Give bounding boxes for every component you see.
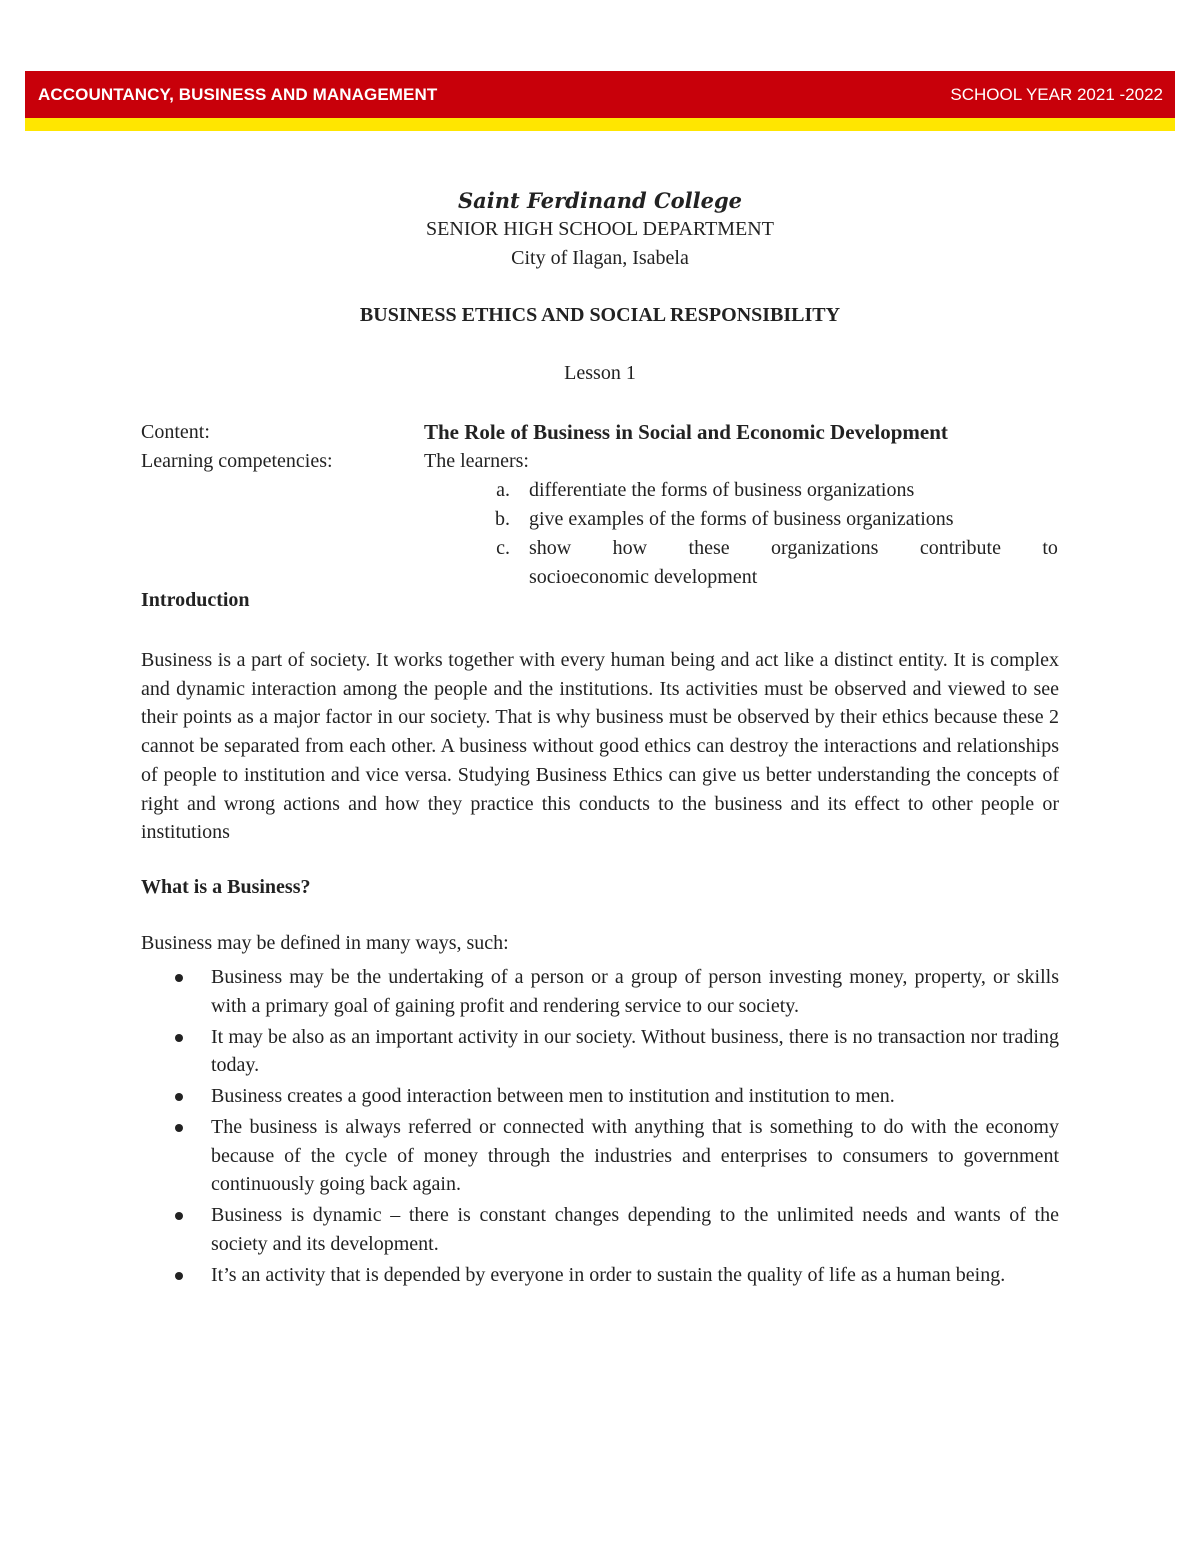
bullet-icon (175, 1212, 183, 1220)
competency-text-continuation: socioeconomic development (529, 566, 758, 588)
business-definition-list (141, 963, 1059, 1292)
bullet-icon (175, 974, 183, 982)
list-item-text: Business is dynamic – there is constant changes depending to the unlimited needs and wants of the society and its development. (211, 1204, 1059, 1255)
competency-item (490, 476, 1058, 505)
what-is-business-heading: What is a Business? (141, 876, 311, 898)
competency-word: these (688, 537, 730, 559)
list-item (141, 1201, 1059, 1258)
content-title: The Role of Business in Social and Economic Development (424, 420, 948, 444)
school-location: City of Ilagan, Isabela (511, 247, 689, 269)
competency-word: to (1042, 537, 1058, 559)
competency-word: how (612, 537, 648, 559)
header-stripe (25, 118, 1175, 131)
competency-text: give examples of the forms of business organizations (529, 508, 954, 530)
list-item (141, 1023, 1059, 1080)
learners-intro: The learners: (424, 450, 529, 472)
competency-word: show (529, 537, 572, 559)
header-school-year: SCHOOL YEAR 2021 -2022 (950, 85, 1163, 104)
competency-word: organizations (771, 537, 879, 559)
list-item (141, 1082, 1059, 1111)
list-item (141, 1261, 1059, 1290)
competency-letter: c. (496, 537, 510, 559)
list-item-text: Business may be the undertaking of a person or a group of person investing money, property, or skills with a primary goal of gaining profit and rendering service to our society. (211, 966, 1059, 1017)
list-item (141, 963, 1059, 1020)
school-name: Saint Ferdinand College (457, 188, 743, 213)
list-item-text: It may be also as an important activity in our society. Without business, there is no transaction nor trading today. (211, 1025, 1059, 1076)
lesson-number: Lesson 1 (564, 362, 636, 384)
learning-competencies-label: Learning competencies: (141, 450, 333, 472)
competency-item (490, 505, 1058, 534)
bullet-icon (175, 1093, 183, 1101)
introduction-paragraph: Business is a part of society. It works together with every human being and act like a distinct entity. It is complex and dynamic interaction among the people and the institutions. Its activities must be observed and viewed to see their points as a major factor in our society. That is why business must be observed by their ethics because these 2 cannot be separated from each other. A business without good ethics can destroy the interactions and relationships of people to institution and vice versa. Studying Business Ethics can give us better understanding the concepts of right and wrong actions and how they practice this conducts to the business and its effect to other people or institutions (141, 649, 1059, 844)
bullet-icon (175, 1124, 183, 1132)
competency-text-line (529, 534, 1058, 563)
list-item-text: It’s an activity that is depended by everyone in order to sustain the quality of life as a human being. (211, 1263, 1006, 1286)
competency-letter: a. (496, 479, 510, 501)
list-item-text: The business is always referred or connected with anything that is something to do with the economy because of the cycle of money through the industries and enterprises to consumers to government continuously going back again. (211, 1116, 1059, 1195)
competency-list (490, 476, 1058, 592)
competency-text: differentiate the forms of business organizations (529, 479, 915, 501)
course-title: BUSINESS ETHICS AND SOCIAL RESPONSIBILITY (359, 304, 841, 326)
list-item (141, 1113, 1059, 1199)
header-strand-title: ACCOUNTANCY, BUSINESS AND MANAGEMENT (38, 85, 438, 104)
bullet-icon (175, 1272, 183, 1280)
competency-word: contribute (919, 537, 1001, 559)
introduction-heading: Introduction (141, 589, 250, 611)
competency-item (490, 534, 1058, 592)
list-item-text: Business creates a good interaction between men to institution and institution to men. (211, 1085, 895, 1107)
content-label: Content: (141, 421, 210, 443)
department-name: SENIOR HIGH SCHOOL DEPARTMENT (426, 218, 774, 240)
business-definition-lead: Business may be defined in many ways, such: (141, 932, 509, 954)
bullet-icon (175, 1034, 183, 1042)
competency-letter: b. (495, 508, 510, 530)
